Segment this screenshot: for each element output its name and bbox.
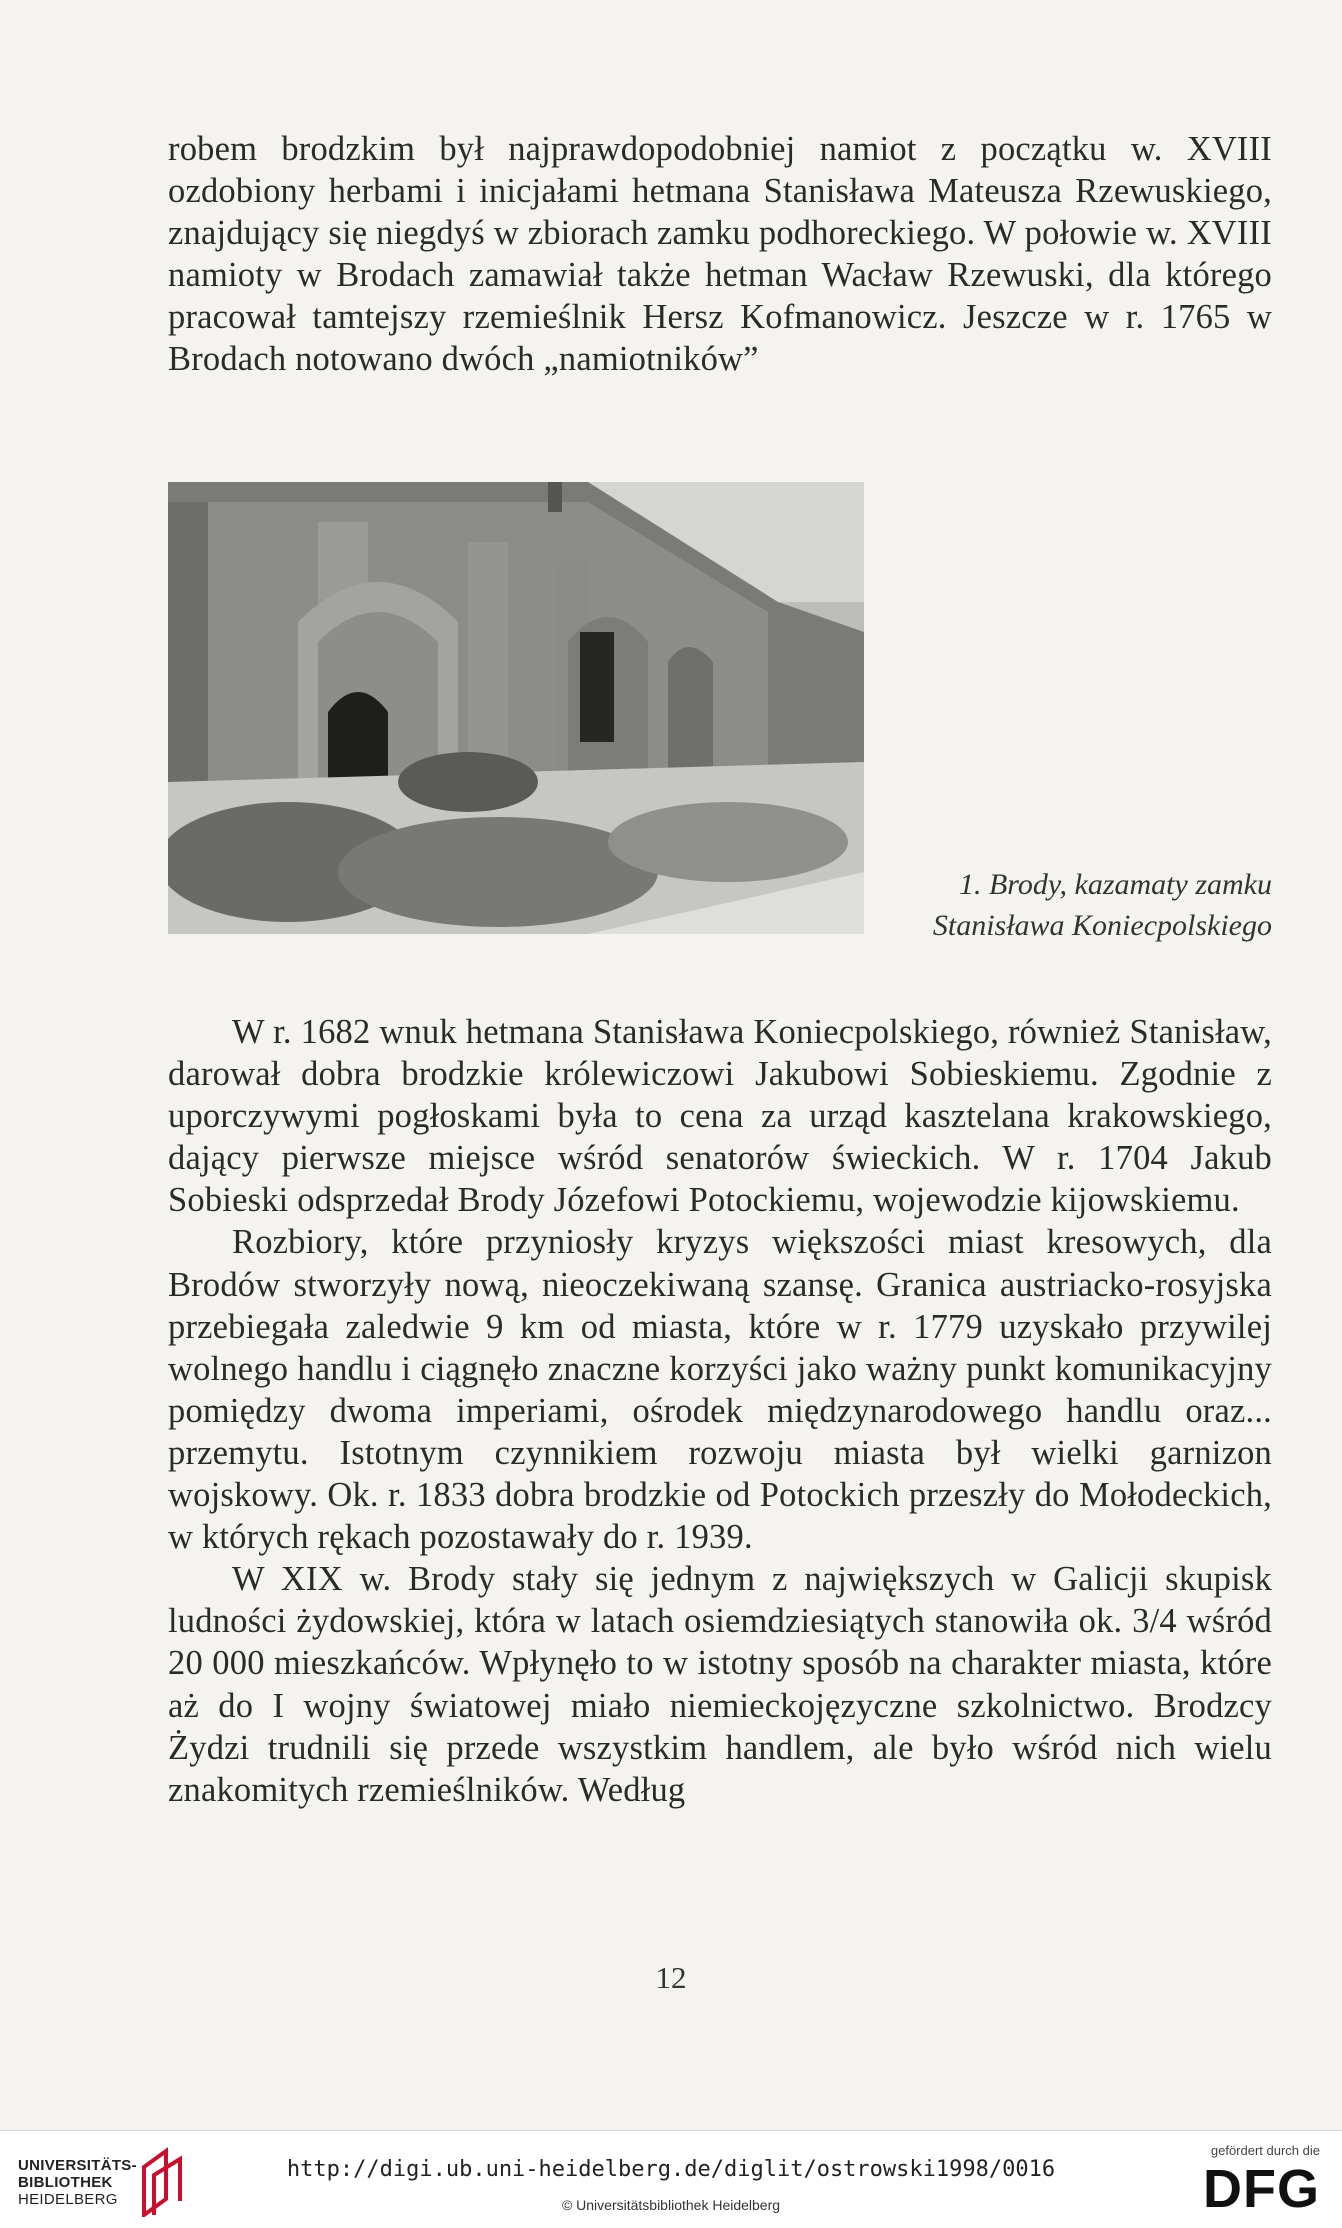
castle-casemates-photo [168, 482, 864, 934]
page-number: 12 [655, 1960, 687, 1995]
paragraph: Rozbiory, które przyniosły kryzys większości miast kresowych, dla Brodów stworzyły nową, nieoczekiwaną szansę. Granica austriacko-rosyjska przebiegała zaledwie 9 km od miasta, które w r. 1779 uzyskało przywilej wolnego handlu i ciągnęło znaczne korzyści jako ważny punkt komunikacyjny pomiędzy dwoma imperiami, ośrodek międzynarodowego handlu oraz... przemytu. Istotnym czynnikiem rozwoju miasta był wielki garnizon wojskowy. Ok. r. 1833 dobra brodzkie od Potockich przeszły do Mołodeckich, w których rękach pozostawały do r. 1939. [168, 1223, 1272, 1557]
figure-photo [168, 482, 864, 934]
copyright-notice: © Universitätsbibliothek Heidelberg [561, 2197, 781, 2213]
text-bottom [168, 1011, 1272, 1811]
caption-line: 1. Brody, kazamaty zamku [958, 868, 1272, 901]
paragraph: W r. 1682 wnuk hetmana Stanisława Koniecpolskiego, również Stanisław, darował dobra brodzkie królewiczowi Jakubowi Sobieskiemu. Zgodnie z uporczywymi pogłoskami była to cena za urząd kasztelana krakowskiego, dający pierwsze miejsce wśród senatorów świeckich. W r. 1704 Jakub Sobieski odsprzedał Brody Józefowi Potockiemu, wojewodzie kijowskiemu. [168, 1013, 1272, 1220]
library-name-line: UNIVERSITÄTS- [18, 2157, 137, 2174]
funding-note: gefördert durch die [1210, 2143, 1320, 2158]
caption-line: Stanisława Koniecpolskiego [932, 909, 1272, 942]
text-top [168, 128, 1272, 381]
figure-caption [880, 864, 1272, 946]
permalink-url[interactable]: http://digi.ub.uni-heidelberg.de/diglit/ostrowski1998/0016 [286, 2157, 1056, 2182]
library-name-line: HEIDELBERG [18, 2191, 118, 2208]
library-name-line: BIBLIOTHEK [18, 2174, 113, 2191]
paragraph: robem brodzkim był najprawdopodobniej namiot z początku w. XVIII ozdobiony herbami i inicjałami hetmana Stanisława Mateusza Rzewuskiego, znajdujący się niegdyś w zbiorach zamku podhoreckiego. W połowie w. XVIII namioty w Brodach zamawiał także hetman Wacław Rzewuski, dla którego pracował tamtejszy rzemieślnik Hersz Kofmanowicz. Jeszcze w r. 1765 w Brodach notowano dwóch „namiotników” [168, 130, 1272, 379]
paragraph: W XIX w. Brody stały się jednym z największych w Galicji skupisk ludności żydowskiej, która w latach osiemdziesiątych stanowiła ok. 3/4 wśród 20 000 mieszkańców. Wpłynęło to w istotny sposób na charakter miasta, które aż do I wojny światowej miało niemieckojęzyczne szkolnictwo. Brodzcy Żydzi trudnili się przede wszystkim handlem, ale było wśród nich wielu znakomitych rzemieślników. Według [168, 1560, 1272, 1809]
dfg-logo: DFG [1203, 2159, 1320, 2219]
digitization-footer [0, 2130, 1342, 2228]
